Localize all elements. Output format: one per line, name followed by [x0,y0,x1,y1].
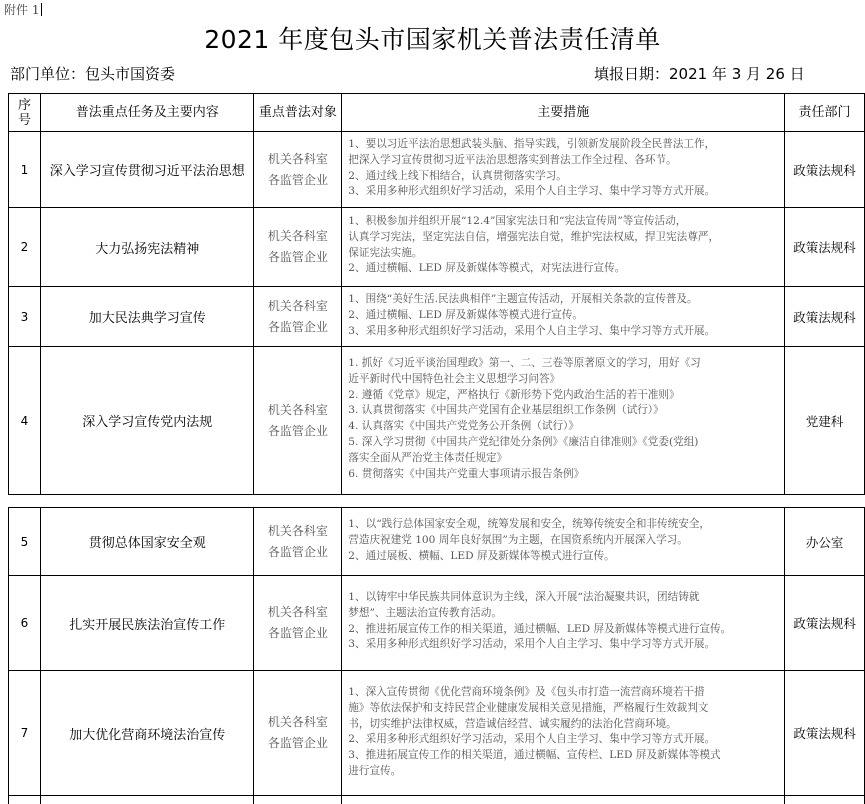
measure-line: 营造庆祝建党 100 周年良好氛围”为主题，在国资系统内开展深入学习。 [348,533,688,546]
responsible-cell: 办公室 [785,508,865,576]
target-line: 机关各科室 [267,402,328,417]
measure-line: 1、深入宣传贯彻《优化营商环境条例》及《包头市打造一流营商环境若干措 [348,686,705,698]
responsible-cell: 政策法规科 [785,132,865,208]
table-row-continuation [9,796,865,804]
measure-line: 2、通过展板、横幅、LED 屏及新媒体等模式进行宣传。 [348,549,615,562]
measure-line: 2、通过横幅、LED 屏及新媒体等模式进行宣传。 [348,308,583,321]
target-line: 各监管企业 [267,250,328,264]
target-line: 各监管企业 [267,319,328,334]
empty-cell [785,796,865,804]
responsibility-table-part1 [8,93,865,495]
row-number: 7 [9,671,41,796]
empty-cell [342,796,785,804]
target-line: 各监管企业 [267,544,328,559]
target-cell [254,576,342,671]
table-row [9,287,865,347]
table-row [9,671,865,796]
measure-line: 书，切实维护法律权威，营造诚信经营、诚实履约的法治化营商环境。 [348,717,677,730]
target-cell [254,671,342,796]
measure-line: 近平新时代中国特色社会主义思想学习问答》 [348,372,561,385]
target-cell [254,508,342,576]
target-line: 机关各科室 [267,151,328,166]
measure-line: 2. 遵循《党章》规定，严格执行《新形势下党内政治生活的若干准则》 [348,388,680,401]
target-line: 各监管企业 [267,626,328,640]
target-line: 各监管企业 [267,172,328,187]
row-number: 6 [9,576,41,671]
task-cell: 大力弘扬宪法精神 [40,208,254,287]
measures-cell [342,287,785,347]
row-number: 4 [9,347,41,495]
table-row [9,132,865,208]
fill-date-line: 填报日期：2021 年 3 月 26 日 [594,65,805,83]
header-no: 序 号 [9,94,41,132]
responsible-cell: 政策法规科 [785,671,865,796]
measures-cell [342,132,785,208]
target-cell [254,208,342,287]
empty-cell [9,796,41,804]
task-cell: 加大民法典学习宣传 [40,287,254,347]
measure-line: 2、通过横幅、LED 屏及新媒体等模式，对宪法进行宣传。 [348,262,626,275]
measure-line: 保证宪法实施。 [348,246,423,259]
responsible-cell: 政策法规科 [785,287,865,347]
page-title: 2021 年度包头市国家机关普法责任清单 [204,25,661,54]
measure-line: 3、推进拓展宣传工作的相关渠道，通过横幅、宣传栏、LED 屏及新媒体等模式 [348,749,721,762]
measure-line: 6. 贯彻落实《中国共产党重大事项请示报告条例》 [348,467,585,480]
target-line: 机关各科室 [267,523,328,538]
measure-line: 4. 认真落实《中国共产党党务公开条例（试行）》 [348,420,579,433]
task-cell: 贯彻总体国家安全观 [40,508,254,576]
empty-cell [254,796,342,804]
responsibility-table-part2 [8,507,865,804]
responsible-cell: 政策法规科 [785,208,865,287]
measure-line: 1、以铸牢中华民族共同体意识为主线，深入开展“法治凝聚共识，团结铸就 [348,591,700,603]
header-measures: 主要措施 [342,94,785,132]
target-line: 各监管企业 [267,736,328,750]
measures-cell [342,671,785,796]
measure-line: 认真学习宪法，坚定宪法自信，增强宪法自觉，维护宪法权威，捍卫宪法尊严， [348,230,720,243]
measure-line: 1. 抓好《习近平谈治国理政》第一、二、三卷等原著原文的学习，用好《习 [348,357,701,369]
task-cell: 扎实开展民族法治宣传工作 [40,576,254,671]
measure-line: 2、采用多种形式组织好学习活动，采用个人自主学习、集中学习等方式开展。 [348,733,716,746]
target-cell [254,347,342,495]
row-number: 2 [9,208,41,287]
row-number: 5 [9,508,41,576]
measures-cell [342,576,785,671]
measure-line: 施》等依法保护和支持民营企业健康发展相关意见措施，严格履行生效裁判文 [348,701,709,714]
measures-cell [342,208,785,287]
measure-line: 5. 深入学习贯彻《中国共产党纪律处分条例》《廉洁自律准则》《党委(党组) [348,435,699,448]
row-number: 1 [9,132,41,208]
measures-cell [342,508,785,576]
measure-line: 2、通过线上线下相结合，认真贯彻落实学习。 [348,169,567,182]
attachment-label: 附件 1 [4,1,42,18]
measure-line: 2、推进拓展宣传工作的相关渠道，通过横幅、LED 屏及新媒体等模式进行宣传。 [348,622,732,635]
measures-cell [342,347,785,495]
measure-line: 3、采用多种形式组织好学习活动，采用个人自主学习、集中学习等方式开展。 [348,185,716,198]
measure-line: 1、要以习近平法治思想武装头脑、指导实践，引领新发展阶段全民普法工作， [348,138,716,150]
target-line: 机关各科室 [267,298,328,313]
measure-line: 把深入学习宣传贯彻习近平法治思想落实到普法工作全过程、各环节。 [348,153,677,166]
task-cell: 深入学习宣传贯彻习近平法治思想 [40,132,254,208]
measure-line: 落实全面从严治党主体责任规定》 [348,451,508,464]
task-cell: 深入学习宣传党内法规 [40,347,254,495]
empty-cell [40,796,254,804]
header-responsible: 责任部门 [785,94,865,132]
header-target: 重点普法对象 [254,94,342,132]
measure-line: 3、采用多种形式组织好学习活动，采用个人自主学习、集中学习等方式开展。 [348,324,716,337]
responsible-cell: 党建科 [785,347,865,495]
target-cell [254,287,342,347]
responsible-cell: 政策法规科 [785,576,865,671]
measure-line: 1、积极参加并组织开展“12.4”国家宪法日和“宪法宣传周”等宣传活动， [348,215,687,227]
row-number: 3 [9,287,41,347]
measure-line: 进行宣传。 [348,764,402,777]
target-line: 机关各科室 [267,605,328,619]
header-task: 普法重点任务及主要内容 [40,94,254,132]
table-row [9,508,865,576]
measure-line: 梦想”、主题法治宣传教育活动。 [348,606,502,619]
text-cursor [41,3,42,16]
department-line: 部门单位：包头市国资委 [10,65,176,83]
measure-line: 3、采用多种形式组织好学习活动，采用个人自主学习、集中学习等方式开展。 [348,638,716,651]
table-row [9,576,865,671]
task-cell: 加大优化营商环境法治宣传 [40,671,254,796]
target-line: 各监管企业 [267,423,328,438]
measure-line: 1、以“践行总体国家安全观，统筹发展和安全，统筹传统安全和非传统安全， [348,518,711,530]
target-cell [254,132,342,208]
measure-line: 1、围绕“美好生活.民法典相伴”主题宣传活动，开展相关条款的宣传普及。 [348,293,698,305]
target-line: 机关各科室 [267,229,328,243]
table-row [9,208,865,287]
table-row [9,347,865,495]
measure-line: 3. 认真贯彻落实《中国共产党国有企业基层组织工作条例（试行）》 [348,404,664,417]
table-header-row [9,94,865,132]
target-line: 机关各科室 [267,715,328,729]
